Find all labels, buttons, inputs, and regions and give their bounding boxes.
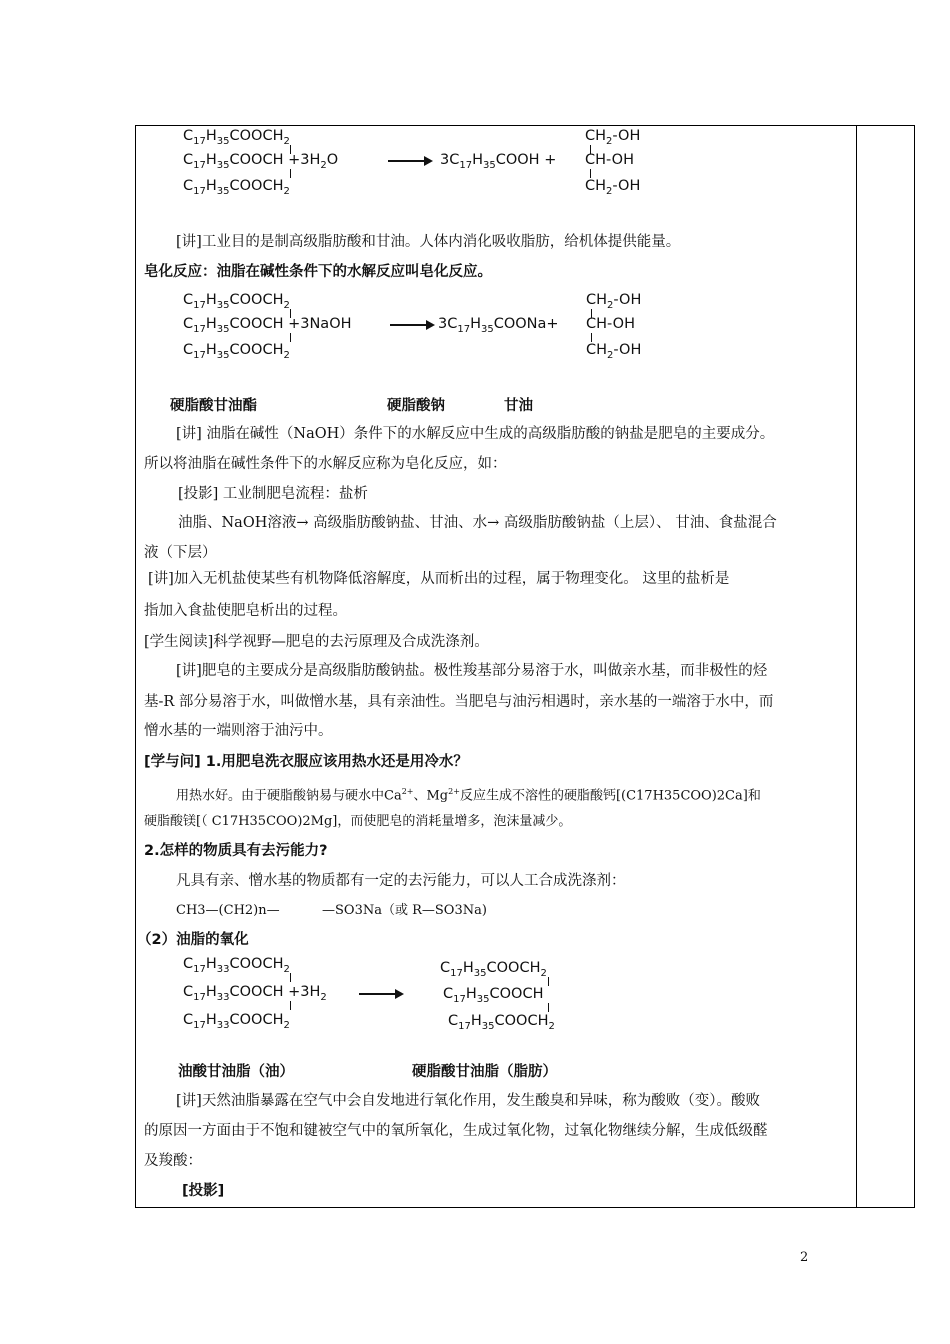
table-column-divider <box>856 125 857 1208</box>
page-number: 2 <box>800 1250 809 1265</box>
detergent-formula-a: CH3—(CH2)n— <box>176 903 280 918</box>
question-1: [学与问] 1.用肥皂洗衣服应该用热水还是用冷水？ <box>144 754 468 770</box>
eq1-product: $3C_{17}H_{35}COOH$ + <box>440 152 557 171</box>
eq1-row2: $C_{17}H_{35}COOCH +3H_2O$ <box>183 152 339 171</box>
para-rancid-b: 的原因一方面由于不饱和键被空气中的氧所氧化，生成过氧化物，过氧化物继续分解，生成低级醛 <box>144 1123 768 1139</box>
eq2-arrow <box>390 324 426 326</box>
eq1-row3: $C_{17}H_{35}COOCH_2$ <box>183 178 290 197</box>
label-sodium-stearate: 硬脂酸钠 <box>387 398 445 414</box>
saponification-definition: 皂化反应：油脂在碱性条件下的水解反应叫皂化反应。 <box>144 264 492 280</box>
label-stearin-fat: 硬脂酸甘油脂（脂肪） <box>412 1064 557 1080</box>
para-rancid-c: 及羧酸： <box>144 1153 202 1169</box>
label-stearin: 硬脂酸甘油酯 <box>170 398 257 414</box>
student-reading: [学生阅读]科学视野—肥皂的去污原理及合成洗涤剂。 <box>144 634 489 650</box>
detergent-formula-b: —SO3Na（或 R—SO3Na) <box>322 903 487 918</box>
answer-1a: 用热水好。由于硬脂酸钠易与硬水中$Ca^{2+}$、$Mg^{2+}$反应生成不溶性的硬脂酸钙[(C17H35COO)2Ca]和 <box>176 787 761 804</box>
flow-line-a: 油脂、NaOH溶液→ 高级脂肪酸钠盐、甘油、水→ 高级脂肪酸钠盐（上层）、 甘油、食盐混合 <box>178 515 777 531</box>
para-salting-b: 指加入食盐使肥皂析出的过程。 <box>144 603 347 619</box>
eq3-arrow <box>359 993 395 995</box>
para-hydrophilic-b: 基-R 部分易溶于水，叫做憎水基，具有亲油性。当肥皂与油污相遇时，亲水基的一端溶于水中，而 <box>144 694 774 710</box>
answer-2: 凡具有亲、憎水基的物质都有一定的去污能力，可以人工合成洗涤剂： <box>176 873 626 889</box>
flow-line-b: 液（下层） <box>144 545 217 561</box>
label-glycerol: 甘油 <box>504 398 533 414</box>
para-salting-a: [讲]加入无机盐使某些有机物降低溶解度，从而析出的过程，属于物理变化。 这里的盐析是 <box>148 571 730 587</box>
label-olein: 油酸甘油脂（油） <box>178 1064 294 1080</box>
projection-salting-out: [投影] 工业制肥皂流程：盐析 <box>178 486 368 502</box>
para-rancid-a: [讲]天然油脂暴露在空气中会自发地进行氧化作用，发生酸臭和异味，称为酸败（变）。酸败 <box>176 1093 761 1109</box>
para-hydrophilic-a: [讲]肥皂的主要成分是高级脂肪酸钠盐。极性羧基部分易溶于水，叫做亲水基，而非极性的烃 <box>176 663 768 679</box>
question-2: 2.怎样的物质具有去污能力? <box>144 843 328 859</box>
eq1-row1: $C_{17}H_{35}COOCH_2$ <box>183 128 290 147</box>
para-industry: [讲]工业目的是制高级脂肪酸和甘油。人体内消化吸收脂肪，给机体提供能量。 <box>176 234 681 250</box>
answer-1b: 硬脂酸镁[（ C17H35COO)2Mg]，而使肥皂的消耗量增多，泡沫量减少。 <box>144 814 572 829</box>
section-oxidation: （2）油脂的氧化 <box>137 932 249 948</box>
para-soap-b: 所以将油脂在碱性条件下的水解反应称为皂化反应，如： <box>144 456 507 472</box>
projection-2: [投影] <box>182 1183 225 1199</box>
para-hydrophilic-c: 憎水基的一端则溶于油污中。 <box>144 723 333 739</box>
eq1-arrow <box>388 160 424 162</box>
para-soap-a: [讲] 油脂在碱性（NaOH）条件下的水解反应中生成的高级脂肪酸的钠盐是肥皂的主要成分。 <box>176 426 775 442</box>
